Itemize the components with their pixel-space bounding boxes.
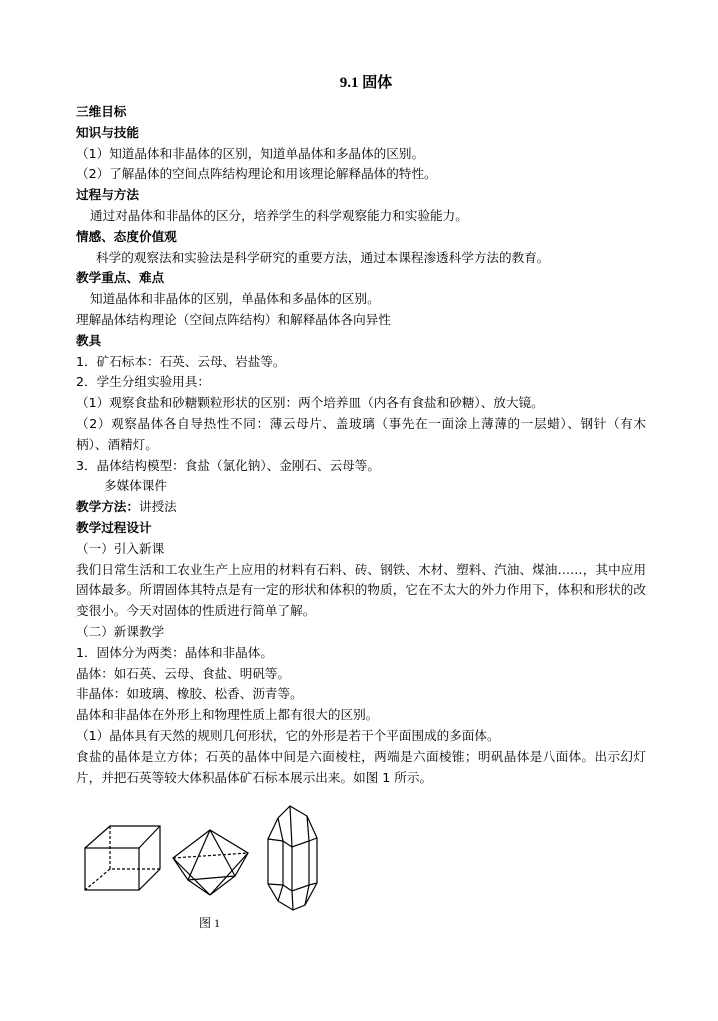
tools-item-4: 多媒体课件 (104, 478, 167, 494)
part2-line-1: 1．固体分为两类：晶体和非晶体。 (76, 644, 273, 660)
figure-caption: 图 1 (199, 916, 221, 930)
tools-item-3: 3．晶体结构模型：食盐（氯化钠）、金刚石、云母等。 (76, 457, 380, 473)
process-design-heading: 教学过程设计 (76, 519, 152, 535)
key-points-line-1: 知道晶体和非晶体的区别，单晶体和多晶体的区别。 (90, 291, 380, 307)
part2-line-4: 晶体和非晶体在外形上和物理性质上都有很大的区别。 (76, 707, 379, 723)
tools-item-2b: （2）观察晶体各自导热性不同：薄云母片、盖玻璃（事先在一面涂上薄薄的一层蜡）、钢针（有木柄）、酒精灯。 (76, 415, 646, 452)
teaching-method-value: 讲授法 (138, 499, 177, 515)
teaching-method (76, 497, 646, 518)
quartz-drawing (268, 806, 317, 910)
tools-item-2: 2．学生分组实验用具： (76, 374, 210, 390)
document-body (76, 72, 646, 788)
tools-item-1: 1．矿石标本：石英、云母、岩盐等。 (76, 353, 286, 369)
part2-paragraph: 食盐的晶体是立方体；石英的晶体中间是六面棱柱，两端是六面棱锥；明矾晶体是八面体。出示幻灯片，并把石英等较大体积晶体矿石标本展示出来。如图 1 所示。 (76, 748, 646, 785)
part2-line-2: 晶体：如石英、云母、食盐、明矾等。 (76, 665, 291, 681)
part1-text: 我们日常生活和工农业生产上应用的材料有石料、砖、钢铁、木材、塑料、汽油、煤油……，其中应用固体最多。所谓固体其特点是有一定的形状和体积的物质，它在不太大的外力作用下，体积和形状的改变很小。今天对固体的性质进行简单了解。 (76, 561, 646, 619)
emotion-text: 科学的观察法和实验法是科学研究的重要方法，通过本课程渗透科学方法的教育。 (96, 249, 550, 265)
part2-line-5: （1）晶体具有天然的规则几何形状，它的外形是若干个平面围成的多面体。 (76, 727, 500, 743)
knowledge-item-1: （1）知道晶体和非晶体的区别，知道单晶体和多晶体的区别。 (76, 145, 425, 161)
process-heading: 过程与方法 (76, 187, 139, 203)
knowledge-heading: 知识与技能 (76, 124, 139, 140)
emotion-heading: 情感、态度价值观 (76, 228, 177, 244)
part1-heading: （一）引入新课 (76, 540, 165, 556)
key-points-heading: 教学重点、难点 (76, 270, 165, 286)
process-text: 通过对晶体和非晶体的区分，培养学生的科学观察能力和实验能力。 (90, 207, 468, 223)
knowledge-item-2: （2）了解晶体的空间点阵结构理论和用该理论解释晶体的特性。 (76, 166, 437, 182)
objectives-heading: 三维目标 (76, 104, 127, 119)
part2-line-3: 非晶体：如玻璃、橡胶、松香、沥青等。 (76, 686, 303, 702)
teaching-method-label: 教学方法： (76, 499, 139, 515)
octahedron-drawing (173, 830, 248, 895)
tools-heading: 教具 (76, 332, 102, 348)
cube-drawing (85, 826, 160, 890)
part2-heading: （二）新课教学 (76, 623, 165, 639)
key-points-line-2: 理解晶体结构理论（空间点阵结构）和解释晶体各向异性 (76, 311, 391, 327)
page-title: 9.1 固体 (339, 75, 393, 91)
tools-item-2a: （1）观察食盐和砂糖颗粒形状的区别：两个培养皿（内各有食盐和砂糖）、放大镜。 (76, 395, 544, 411)
